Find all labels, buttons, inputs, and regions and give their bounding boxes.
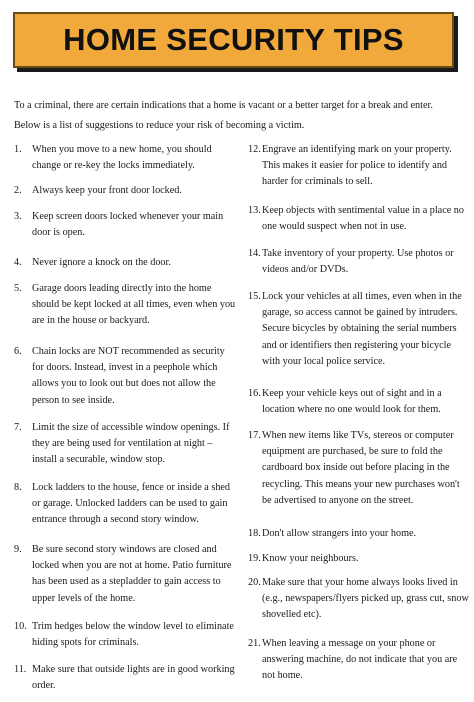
tip-number: 5.: [14, 283, 22, 294]
tip-text: Trim hedges below the window level to eliminate hiding spots for criminals.: [32, 621, 234, 649]
page-title: HOME SECURITY TIPS: [63, 22, 404, 57]
tip-number: 3.: [14, 211, 22, 222]
tip-text: When new items like TVs, stereos or computer equipment are purchased, be sure to fold the cardboard box inside out before placing in the recycling. This means your new purchases won't be advertised to anyone on the street.: [262, 430, 460, 506]
tip-number: 15.: [248, 291, 261, 302]
tip-item: [248, 246, 470, 278]
tip-text: Lock your vehicles at all times, even when in the garage, so access cannot be gained by intruders. Secure bicycles by obtaining the serial numbers and or identifiers then registering your bicycle with your local police service.: [262, 291, 462, 367]
tip-text: Take inventory of your property. Use photos or videos and/or DVDs.: [262, 248, 454, 276]
tip-text: Don't allow strangers into your home.: [262, 528, 417, 539]
tip-item: [14, 542, 237, 607]
tip-text: Always keep your front door locked.: [32, 185, 182, 196]
tip-number: 9.: [14, 544, 22, 555]
tip-text: When you move to a new home, you should change or re-key the locks immediately.: [32, 144, 212, 172]
tip-text: Never ignore a knock on the door.: [32, 257, 171, 268]
tip-item: [248, 203, 470, 235]
tip-item: [14, 344, 237, 409]
tip-item: [248, 575, 470, 624]
tip-text: When leaving a message on your phone or answering machine, do not indicate that you are not home.: [262, 638, 458, 682]
tip-text: Garage doors leading directly into the home should be kept locked at all times, even when you are in the house or backyard.: [32, 283, 236, 327]
tip-item: [248, 636, 470, 685]
tip-text: Make sure that outside lights are in good working order.: [32, 664, 235, 692]
intro-line-1: To a criminal, there are certain indications that a home is vacant or a better target for a break and enter.: [14, 100, 433, 111]
tip-text: Make sure that your home always looks lived in (e.g., newspapers/flyers picked up, grass cut, snow shovelled etc).: [262, 577, 469, 621]
tip-number: 13.: [248, 205, 261, 216]
tip-item: [14, 619, 237, 651]
tip-number: 12.: [248, 144, 261, 155]
tip-number: 11.: [14, 664, 27, 675]
tip-text: Keep screen doors locked whenever your main door is open.: [32, 211, 224, 239]
intro-line-2: Below is a list of suggestions to reduce your risk of becoming a victim.: [14, 120, 305, 131]
tip-item: [248, 289, 470, 370]
tip-number: 16.: [248, 388, 261, 399]
tip-text: Keep your vehicle keys out of sight and in a location where no one would look for them.: [262, 388, 442, 416]
tip-number: 8.: [14, 482, 22, 493]
tip-number: 6.: [14, 346, 22, 357]
tip-text: Chain locks are NOT recommended as security for doors. Instead, invest in a peephole which allows you to look out but does not allow the person to see inside.: [32, 346, 225, 406]
tip-number: 18.: [248, 528, 261, 539]
tip-item: [14, 142, 237, 174]
tip-text: Be sure second story windows are closed and locked when you are not at home. Patio furniture has been used as a stepladder to gain access to upper levels of the home.: [32, 544, 232, 604]
tip-text: Engrave an identifying mark on your property. This makes it easier for police to identify and harder for criminals to sell.: [262, 144, 452, 188]
tip-number: 19.: [248, 553, 261, 564]
tip-number: 10.: [14, 621, 27, 632]
tip-number: 1.: [14, 144, 22, 155]
tip-number: 14.: [248, 248, 261, 259]
tip-number: 21.: [248, 638, 261, 649]
tip-item: [14, 420, 237, 469]
tip-number: 7.: [14, 422, 22, 433]
tip-item: [248, 551, 470, 567]
tip-number: 2.: [14, 185, 22, 196]
tip-item: [248, 386, 470, 418]
tip-number: 4.: [14, 257, 22, 268]
tip-item: [14, 480, 237, 529]
tip-text: Keep objects with sentimental value in a place no one would suspect when not in use.: [262, 205, 464, 233]
tip-text: Know your neighbours.: [262, 553, 359, 564]
tip-item: [248, 142, 470, 191]
tip-item: [248, 526, 470, 542]
tip-item: [14, 183, 237, 199]
tip-text: Lock ladders to the house, fence or inside a shed or garage. Unlocked ladders can be used to gain entrance through a second story window.: [32, 482, 231, 526]
tip-text: Limit the size of accessible window openings. If they are being used for ventilation at night – install a securable, window stop.: [32, 422, 230, 466]
tip-item: [14, 255, 237, 271]
tip-item: [14, 281, 237, 330]
tip-number: 20.: [248, 577, 261, 588]
tip-item: [248, 428, 470, 509]
tip-item: [14, 662, 237, 694]
intro-paragraph: [14, 96, 460, 136]
tip-item: [14, 209, 237, 241]
title-banner: [13, 12, 454, 68]
tip-number: 17.: [248, 430, 261, 441]
